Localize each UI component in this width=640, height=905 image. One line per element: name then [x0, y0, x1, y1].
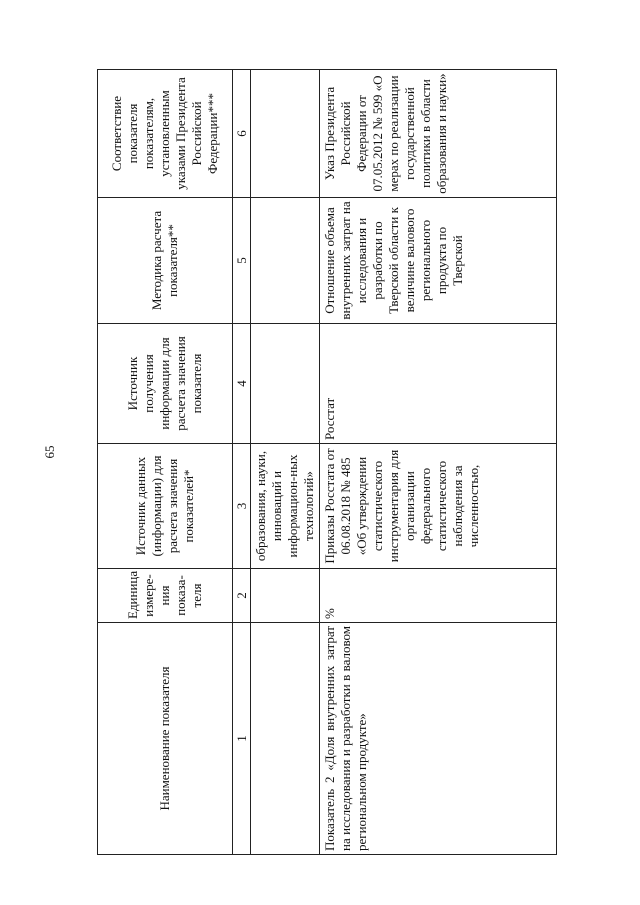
header-decree-match: Соответствие показателя показателям, установленным указами Президента Российской Федерации***	[98, 70, 233, 198]
header-indicator-name: Наименование показателя	[98, 623, 233, 855]
header-unit: Единица измере-ния показа-теля	[98, 569, 233, 623]
indicator-method-cell: Отношение объема внутренних затрат на исследования и разработки по Тверской области к величине валового регионального продукта по Тверской	[320, 198, 557, 324]
header-method: Методика расчета показателя**	[98, 198, 233, 324]
continuation-row	[251, 70, 320, 855]
column-number: 5	[233, 198, 251, 324]
indicator-name-cell: Показатель 2 «Доля внутренних затрат на исследования и разработки в валовом региональном продукте»	[320, 623, 557, 855]
table-cell	[251, 70, 320, 198]
indicator-data-source-cell: Приказы Росстата от 06.08.2018 № 485 «Об утверждении статистического инструментария для организации федерального статистического наблюдения за численностью,	[320, 444, 557, 569]
indicator-info-source-cell: Росстат	[320, 324, 557, 444]
header-info-source: Источник получения информации для расчета значения показателя	[98, 324, 233, 444]
header-row	[98, 70, 233, 855]
page-number: 65	[42, 445, 57, 459]
column-number: 1	[233, 623, 251, 855]
indicators-table	[97, 69, 557, 855]
column-number: 6	[233, 70, 251, 198]
indicator-row	[320, 70, 557, 855]
table-cell	[251, 569, 320, 623]
table-cell	[251, 198, 320, 324]
indicator-unit-cell: %	[320, 569, 557, 623]
column-number: 3	[233, 444, 251, 569]
rotated-table-container	[97, 70, 635, 855]
column-number-row	[233, 70, 251, 855]
column-number: 2	[233, 569, 251, 623]
indicator-decree-cell: Указ Президента Российской Федерации от 07.05.2012 № 599 «О мерах по реализации государственной политики в области образования и науки»	[320, 70, 557, 198]
table-cell	[251, 623, 320, 855]
table-cell	[251, 324, 320, 444]
table-cell: образования, науки, инноваций и информацион-ных технологий»	[251, 444, 320, 569]
header-data-source: Источник данных (информации) для расчета значения показателей*	[98, 444, 233, 569]
column-number: 4	[233, 324, 251, 444]
